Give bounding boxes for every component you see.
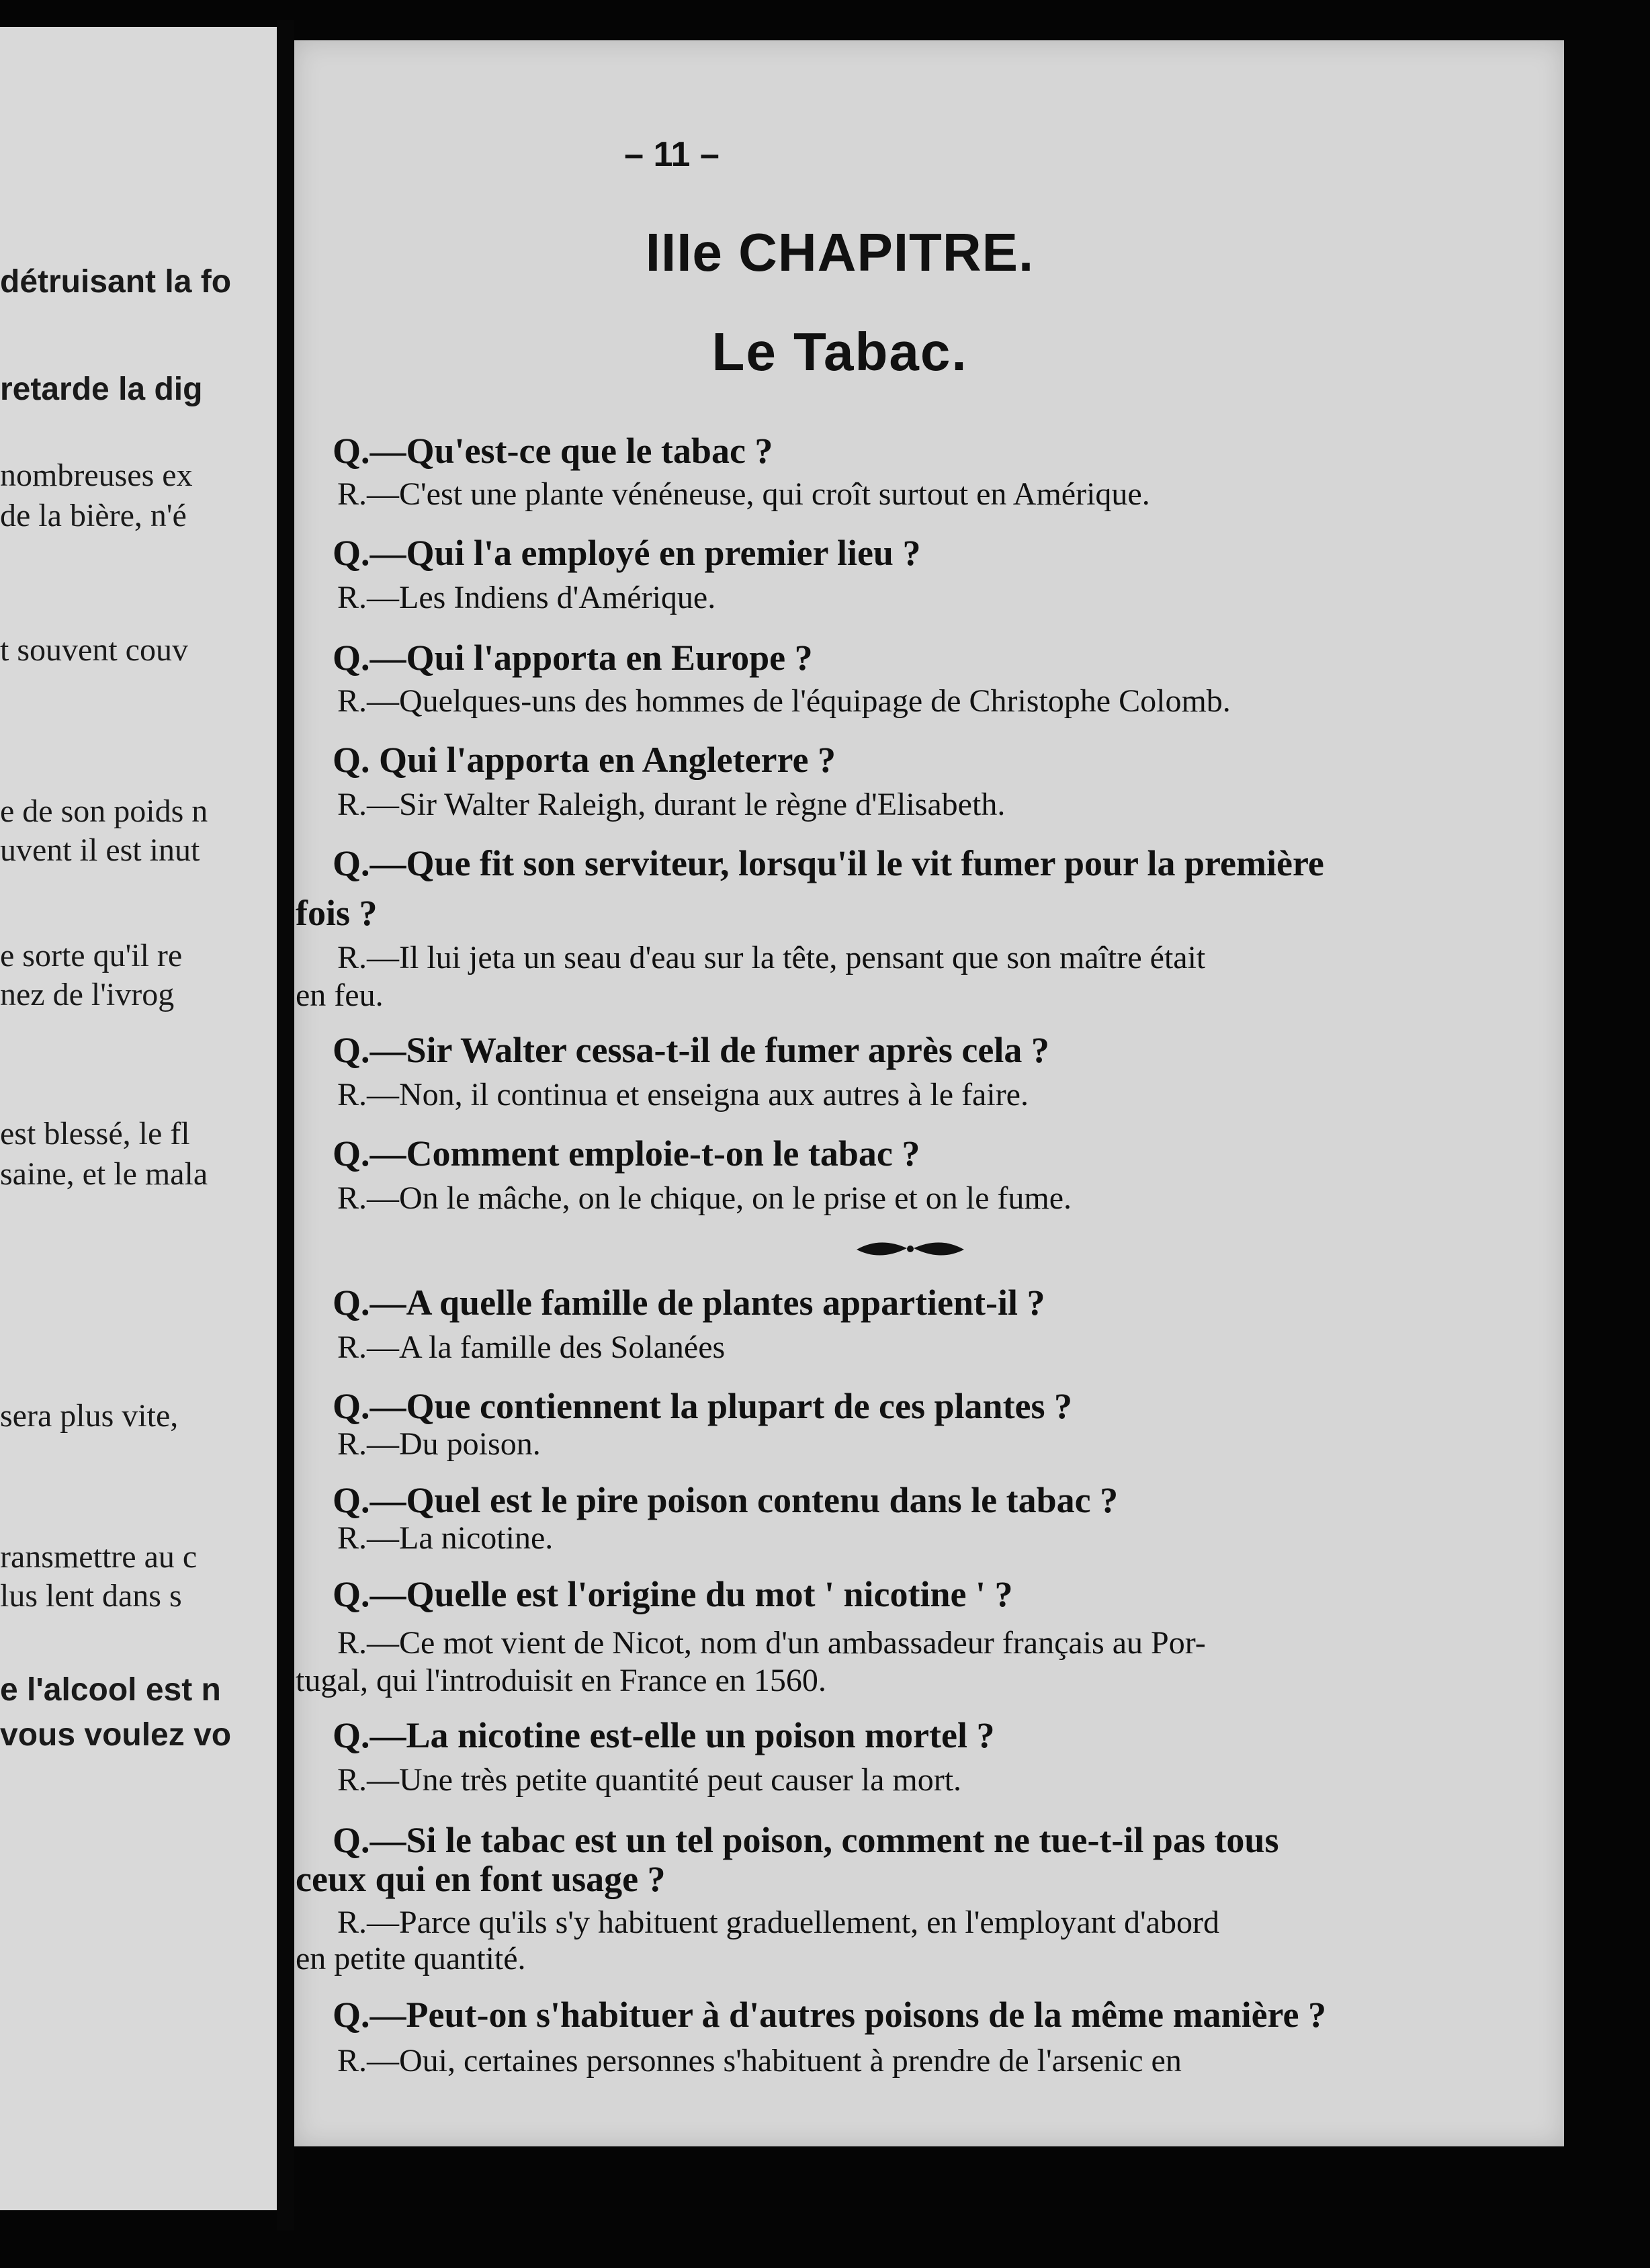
question: Q.—La nicotine est-elle un poison mortel ? [333,1715,995,1755]
question: Q.—Quel est le pire poison contenu dans le tabac ? [333,1480,1119,1520]
page-number: – 11 – [624,135,720,174]
left-fragment: détruisant la fo [0,264,232,300]
answer: R.—Sir Walter Raleigh, durant le règne d'Elisabeth. [337,787,1006,822]
section-title: Le Tabac. [711,322,968,382]
answer: R.—On le mâche, on le chique, on le prise et on le fume. [337,1180,1072,1216]
chapter-title: IIIe CHAPITRE. [645,222,1035,282]
question-continuation: fois ? [296,893,378,933]
question: Q.—Quelle est l'origine du mot ' nicotine ' ? [333,1574,1013,1614]
answer: R.—A la famille des Solanées [337,1329,726,1365]
answer: R.—Une très petite quantité peut causer la mort. [337,1762,962,1798]
answer: R.—Il lui jeta un seau d'eau sur la tête, pensant que son maître était [337,940,1206,975]
left-fragment: vous voulez vo [0,1717,232,1753]
answer-continuation: tugal, qui l'introduisit en France en 1560. [296,1663,826,1698]
answer: R.—Quelques-uns des hommes de l'équipage de Christophe Colomb. [337,683,1231,719]
left-fragment: e de son poids n [0,793,208,829]
left-fragment: ransmettre au c [0,1539,198,1575]
left-fragment: sera plus vite, [0,1398,179,1434]
left-fragment: uvent il est inut [0,832,200,868]
left-fragment: nombreuses ex [0,457,193,493]
question: Q.—Que contiennent la plupart de ces plantes ? [333,1386,1073,1426]
left-fragment: e l'alcool est n [0,1672,221,1708]
answer: R.—C'est une plante vénéneuse, qui croît surtout en Amérique. [337,476,1150,512]
question: Q.—Sir Walter cessa-t-il de fumer après cela ? [333,1030,1049,1070]
question: Q.—Si le tabac est un tel poison, comment ne tue-t-il pas tous [333,1820,1279,1860]
question: Q. Qui l'apporta en Angleterre ? [333,740,836,780]
left-fragment: t souvent couv [0,632,188,668]
answer: R.—Du poison. [337,1426,541,1462]
answer: R.—La nicotine. [337,1520,554,1556]
question: Q.—Comment emploie-t-on le tabac ? [333,1133,920,1174]
answer: R.—Oui, certaines personnes s'habituent à prendre de l'arsenic en [337,2043,1182,2079]
answer: R.—Ce mot vient de Nicot, nom d'un ambassadeur français au Por- [337,1625,1206,1661]
left-fragment: e sorte qu'il re [0,938,183,973]
question: Q.—A quelle famille de plantes appartient-il ? [333,1282,1045,1323]
left-fragment: saine, et le mala [0,1156,208,1192]
left-fragment: nez de l'ivrog [0,977,175,1012]
left-fragment: de la bière, n'é [0,498,187,533]
question: Q.—Que fit son serviteur, lorsqu'il le vit fumer pour la première [333,843,1324,883]
left-fragment: lus lent dans s [0,1578,182,1614]
answer-continuation: en petite quantité. [296,1941,526,1976]
question: Q.—Qu'est-ce que le tabac ? [333,431,773,471]
answer: R.—Les Indiens d'Amérique. [337,580,716,615]
answer: R.—Parce qu'ils s'y habituent graduellement, en l'employant d'abord [337,1905,1219,1940]
question: Q.—Peut-on s'habituer à d'autres poisons de la même manière ? [333,1995,1327,2035]
question: Q.—Qui l'apporta en Europe ? [333,638,813,678]
left-fragment: est blessé, le fl [0,1116,190,1151]
answer: R.—Non, il continua et enseigna aux autres à le faire. [337,1077,1029,1113]
ornament-divider-icon [853,1235,967,1264]
question-continuation: ceux qui en font usage ? [296,1859,666,1899]
left-fragment: retarde la dig [0,372,203,407]
question: Q.—Qui l'a employé en premier lieu ? [333,533,921,573]
answer-continuation: en feu. [296,977,384,1013]
